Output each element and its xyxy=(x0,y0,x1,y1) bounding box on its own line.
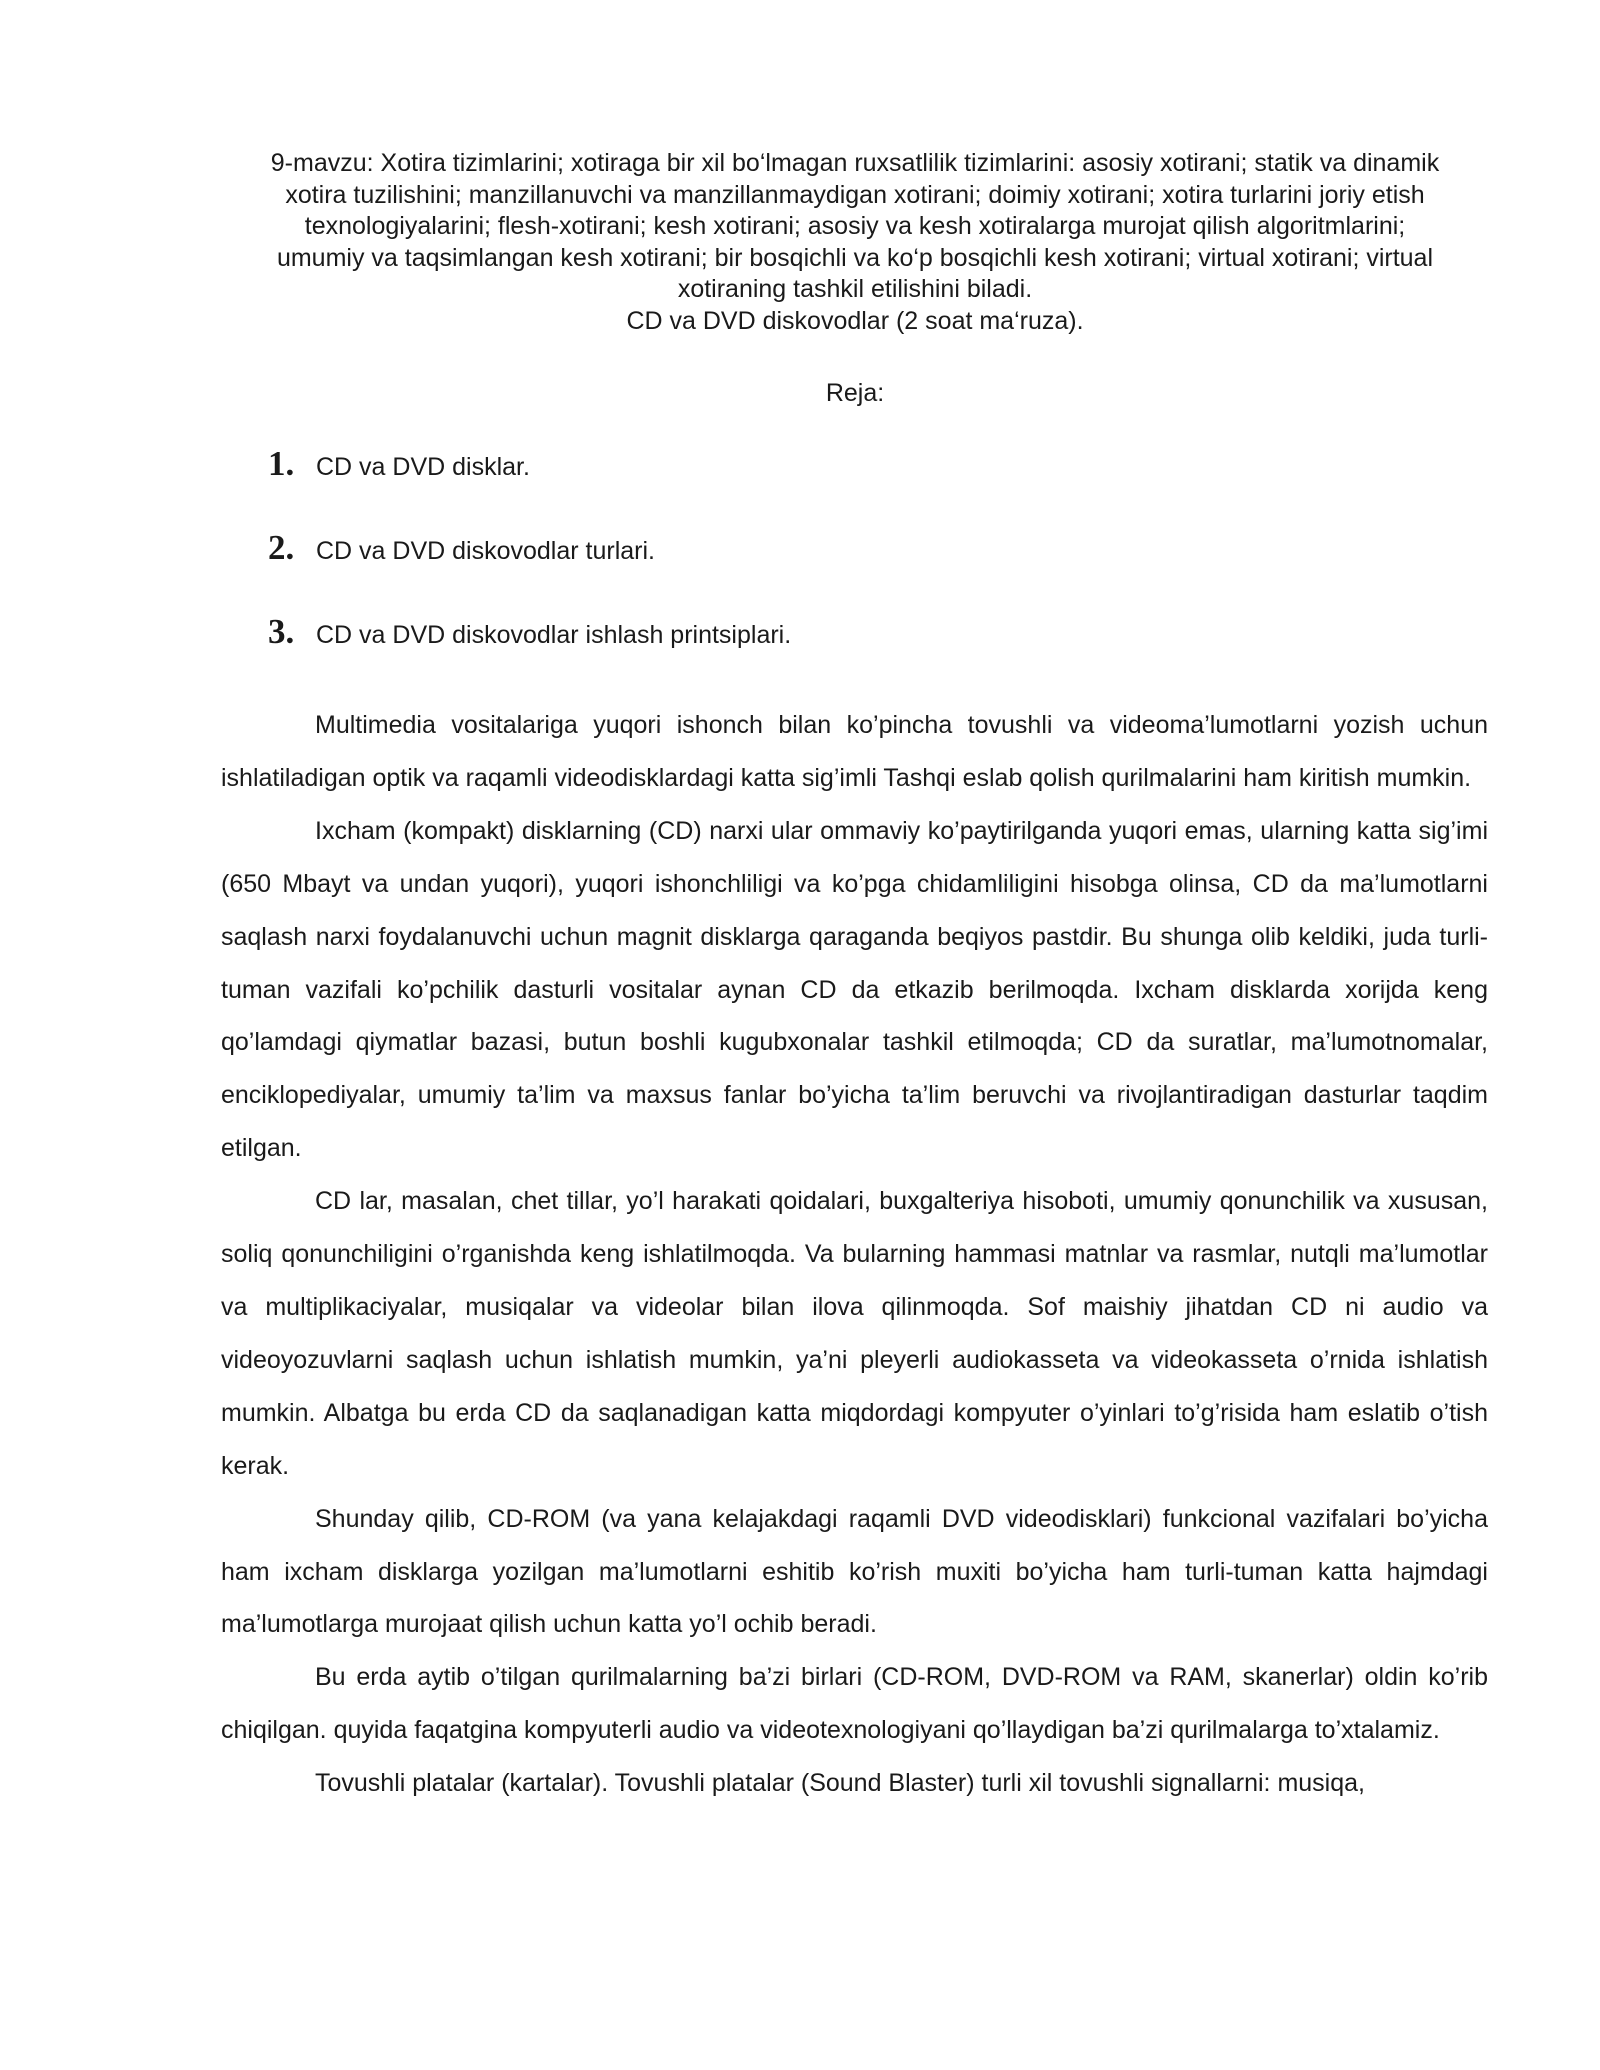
body-paragraph: Bu erda aytib o’tilgan qurilmalarning ba’zi birlari (CD-ROM, DVD-ROM va RAM, skanerlar) oldin ko’rib chiqilgan. quyida faqatgina kompyuterli audio va videotexnologiyani qo’llaydigan ba’zi qurilmalarga to’xtalamiz. xyxy=(221,1663,1488,1745)
plan-item xyxy=(268,528,1368,612)
body-paragraph: Tovushli platalar (kartalar). Tovushli platalar (Sound Blaster) turli xil tovushli signallarni: musiqa, xyxy=(315,1769,1365,1798)
plan-list xyxy=(268,444,1368,696)
body-paragraph: Ixcham (kompakt) disklarning (CD) narxi ular ommaviy ko’paytirilganda yuqori emas, ularning katta sig’imi (650 Mbayt va undan yuqori), yuqori ishonchliligi va ko’pga chidamliligini hisobga olinsa, CD da ma’lumotlarni saqlash narxi foydalanuvchi uchun magnit disklarga qaraganda beqiyos pastdir. Bu shunga olib keldiki, juda turli-tuman vazifali ko’pchilik dasturli vositalar aynan CD da etkazib berilmoqda. Ixcham disklarda xorijda keng qo’lamdagi qiymatlar bazasi, butun boshli kugubxonalar tashkil etilmoqda; CD da suratlar, ma’lumotnomalar, enciklopediyalar, umumiy ta’lim va maxsus fanlar bo’yicha ta’lim beruvchi va rivojlantiradigan dasturlar taqdim etilgan. xyxy=(221,816,1488,1163)
plan-item-text: CD va DVD diskovodlar turlari. xyxy=(316,537,655,565)
topic-line: texnologiyalarini; flesh-xotirani; kesh xotirani; asosiy va kesh xotiralarga murojat qilish algoritmlarini; xyxy=(304,212,1406,240)
topic-line: xotiraning tashkil etilishini biladi. xyxy=(677,275,1033,303)
plan-item-text: CD va DVD diskovodlar ishlash printsiplari. xyxy=(316,621,792,649)
lecture-title: CD va DVD diskovodlar (2 soat ma‘ruza). xyxy=(626,306,1084,335)
body-paragraph: Multimedia vositalariga yuqori ishonch bilan ko’pincha tovushli va videoma’lumotlarni yozish uchun ishlatiladigan optik va raqamli videodisklardagi katta sig’imli Tashqi eslab qolish qurilmalarini ham kiritish mumkin. xyxy=(221,711,1488,792)
body-paragraph: CD lar, masalan, chet tillar, yo’l harakati qoidalari, buxgalteriya hisoboti, umumiy qonunchilik va xususan, soliq qonunchiligini o’rganishda keng ishlatilmoqda. Va bularning hammasi matnlar va rasmlar, nutqli ma’lumotlar va multiplikaciyalar, musiqalar va videolar bilan ilova qilinmoqda. Sof maishiy jihatdan CD ni audio va videoyozuvlarni saqlash uchun ishlatish mumkin, ya’ni pleyerli audiokasseta va videokasseta o’rnida ishlatish mumkin. Albatga bu erda CD da saqlanadigan katta miqdordagi kompyuter o’yinlari to’g’risida ham eslatib o’tish kerak. xyxy=(221,1187,1488,1480)
plan-item-text: CD va DVD disklar. xyxy=(316,453,530,481)
plan-item-number: 1. xyxy=(268,444,295,483)
topic-line: 9-mavzu: Xotira tizimlarini; xotiraga bir xil bo‘lmagan ruxsatlilik tizimlarini: asosiy xotirani; statik va dinamik xyxy=(270,149,1440,177)
topic-line: umumiy va taqsimlangan kesh xotirani; bir bosqichli va ko‘p bosqichli kesh xotirani; virtual xotirani; virtual xyxy=(276,243,1434,272)
document-body xyxy=(221,699,1488,1810)
plan-item-number: 3. xyxy=(268,612,295,651)
plan-item xyxy=(268,612,1368,696)
body-paragraph: Shunday qilib, CD-ROM (va yana kelajakdagi raqamli DVD videodisklari) funkcional vazifalari bo’yicha ham ixcham disklarga yozilgan ma’lumotlarni eshitib ko’rish muxiti bo’yicha ham turli-tuman katta hajmdagi ma’lumotlarga murojaat qilish uchun katta yo’l ochib beradi. xyxy=(221,1504,1488,1639)
plan-heading: Reja: xyxy=(825,379,885,407)
topic-line: xotira tuzilishini; manzillanuvchi va manzillanmaydigan xotirani; doimiy xotirani; xotira turlarini joriy etish xyxy=(285,180,1425,209)
document-header xyxy=(220,148,1490,337)
plan-item-number: 2. xyxy=(268,528,295,567)
plan-item xyxy=(268,444,1368,528)
